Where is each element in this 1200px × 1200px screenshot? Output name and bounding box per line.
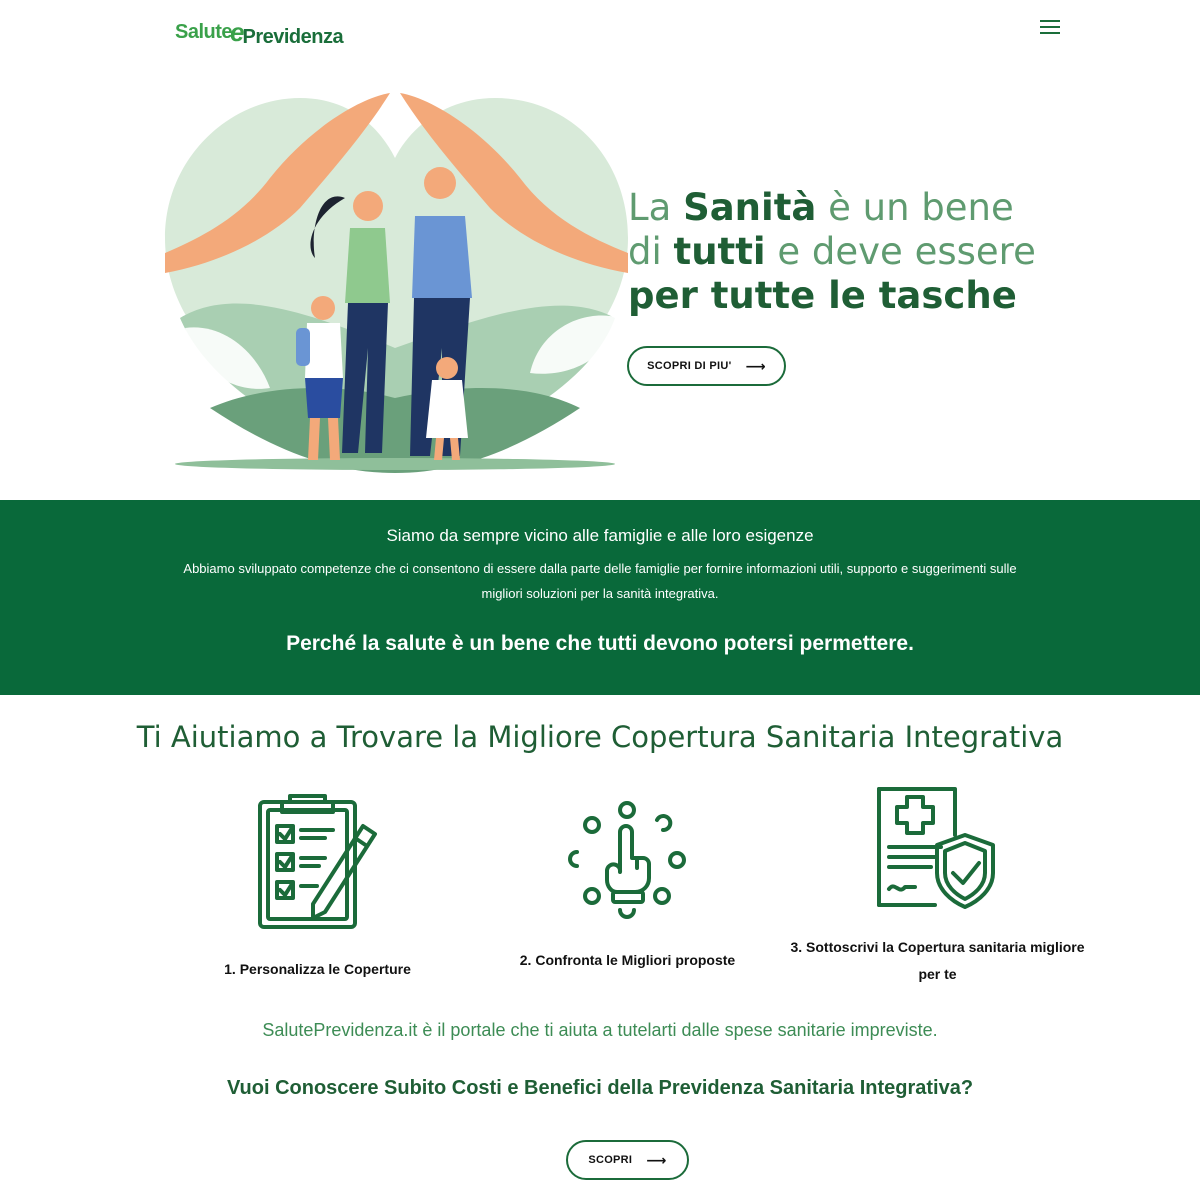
hero-line-1 bbox=[628, 186, 1048, 230]
scopri-button[interactable] bbox=[566, 1140, 689, 1180]
mission-title: Siamo da sempre vicino alle famiglie e alle loro esigenze bbox=[386, 526, 814, 545]
step-3-label: 3. Sottoscrivi la Copertura sanitaria migliore per te bbox=[790, 939, 1085, 982]
family-protected-by-hands-illustration bbox=[160, 88, 630, 478]
hero-line-3: per tutte le tasche bbox=[628, 274, 1017, 317]
hero-line-1-bold: Sanità bbox=[683, 186, 817, 229]
medical-document-shield-icon bbox=[875, 785, 1000, 910]
costs-benefits-question: Vuoi Conoscere Subito Costi e Benefici della Previdenza Sanitaria Integrativa? bbox=[226, 1077, 974, 1099]
logo-word-salute: Salute bbox=[175, 20, 233, 43]
hero-line-2-pre: di bbox=[628, 230, 674, 273]
step-1-label: 1. Personalizza le Coperture bbox=[224, 961, 411, 977]
hand-pointer-select-icon bbox=[565, 800, 690, 922]
clipboard-checklist-icon bbox=[255, 790, 380, 932]
step-2-label: 2. Confronta le Migliori proposte bbox=[519, 952, 736, 968]
site-header bbox=[0, 0, 1200, 70]
hamburger-icon[interactable] bbox=[1040, 19, 1060, 35]
arrow-right-icon: ⟶ bbox=[646, 1151, 667, 1168]
hero-line-1-post: è un bene bbox=[816, 186, 1014, 229]
logo-word-previdenza: Previdenza bbox=[242, 25, 344, 48]
site-logo[interactable] bbox=[175, 12, 343, 52]
arrow-right-icon: ⟶ bbox=[745, 357, 766, 374]
hero-line-1-pre: La bbox=[628, 186, 684, 229]
hero-headline bbox=[628, 186, 1048, 318]
steps-title: Ti Aiutiamo a Trovare la Migliore Copertura Sanitaria Integrativa bbox=[136, 720, 1064, 754]
mission-claim: Perché la salute è un bene che tutti devono potersi permettere. bbox=[286, 632, 914, 655]
scopri-di-piu-label: SCOPRI DI PIU' bbox=[647, 360, 732, 372]
hero-line-2-post: e deve essere bbox=[765, 230, 1036, 273]
scopri-di-piu-button[interactable] bbox=[627, 346, 786, 386]
portal-description: SalutePrevidenza.it è il portale che ti aiuta a tutelarti dalle spese sanitarie impreviste. bbox=[262, 1020, 938, 1040]
scopri-label: SCOPRI bbox=[588, 1154, 633, 1166]
logo-connector-e: e bbox=[230, 16, 245, 47]
mission-band bbox=[0, 500, 1200, 695]
hero-line-2-bold: tutti bbox=[673, 230, 766, 273]
mission-text: Abbiamo sviluppato competenze che ci consentono di essere dalla parte delle famiglie per fornire informazioni utili, supporto e suggerimenti sulle migliori soluzioni per la sanità integrativa. bbox=[183, 561, 1017, 601]
hero-line-2 bbox=[628, 230, 1048, 274]
